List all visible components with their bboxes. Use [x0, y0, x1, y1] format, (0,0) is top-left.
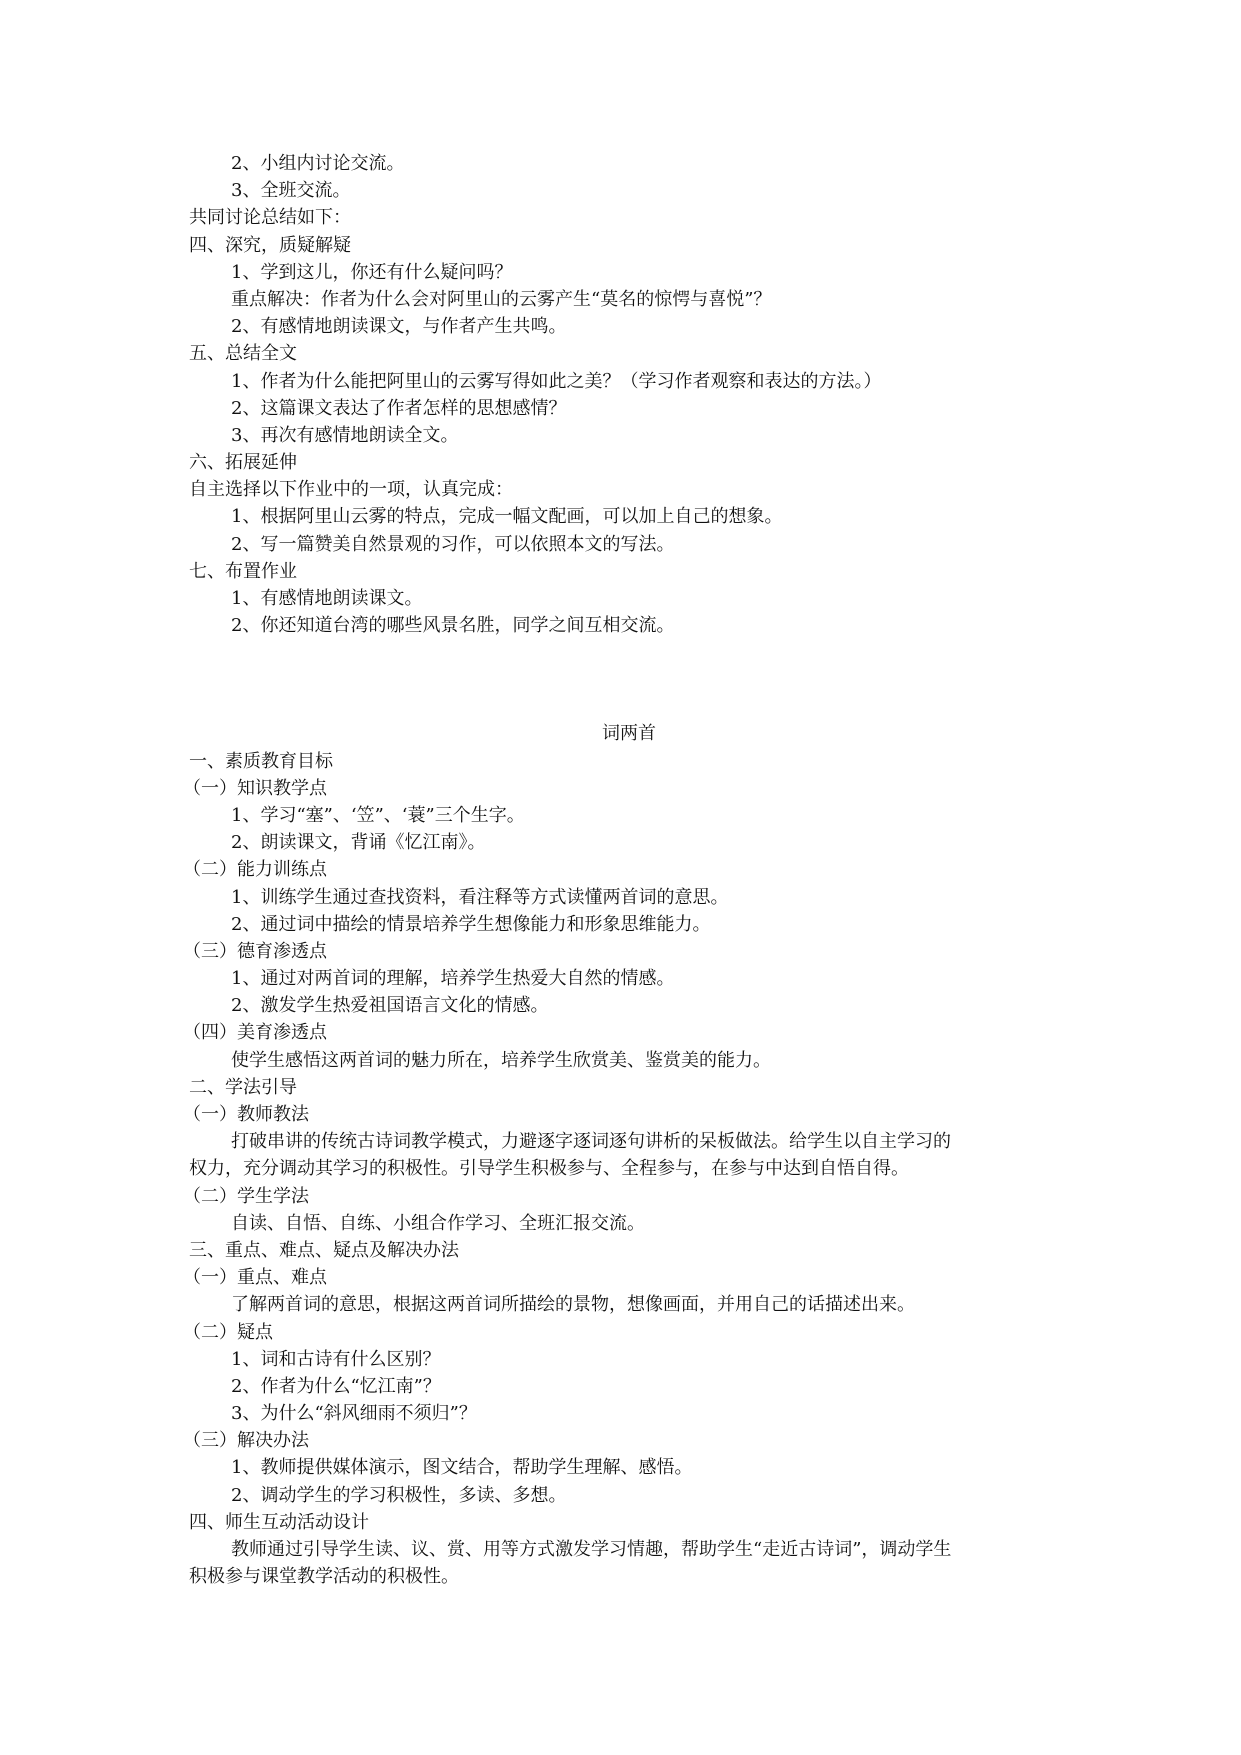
text-line: 1、作者为什么能把阿里山的云雾写得如此之美？（学习作者观察和表达的方法。）: [231, 370, 882, 392]
text-line: 1、训练学生通过查找资料，看注释等方式读懂两首词的意思。: [231, 886, 729, 908]
text-line: 自读、自悟、自练、小组合作学习、全班汇报交流。: [231, 1212, 645, 1234]
text-line: 重点解决：作者为什么会对阿里山的云雾产生“莫名的惊愕与喜悦”？: [231, 288, 772, 310]
subsection-heading: （三）解决办法: [183, 1430, 309, 1452]
text-line: 3、为什么“斜风细雨不须归”？: [231, 1403, 477, 1425]
text-line: 积极参与课堂教学活动的积极性。: [189, 1566, 459, 1588]
text-line: 1、教师提供媒体演示，图文结合，帮助学生理解、感悟。: [231, 1457, 693, 1479]
section-heading: 三、重点、难点、疑点及解决办法: [189, 1239, 459, 1261]
text-line: 打破串讲的传统古诗词教学模式，力避逐字逐词逐句讲析的呆板做法。给学生以自主学习的: [231, 1131, 951, 1153]
section-heading: 七、布置作业: [189, 560, 297, 582]
section-heading: 二、学法引导: [189, 1076, 297, 1098]
text-line: 3、全班交流。: [231, 180, 351, 202]
lesson-plan-ci-liang-shou: [183, 748, 1069, 1591]
text-line: 2、激发学生热爱祖国语言文化的情感。: [231, 995, 549, 1017]
text-line: 2、小组内讨论交流。: [231, 153, 405, 174]
section-heading: 四、深究，质疑解疑: [189, 234, 351, 256]
text-line: 2、调动学生的学习积极性，多读、多想。: [231, 1484, 567, 1506]
text-line: 2、通过词中描绘的情景培养学生想像能力和形象思维能力。: [231, 913, 711, 935]
text-line: 了解两首词的意思，根据这两首词所描绘的景物，想像画面，并用自己的话描述出来。: [231, 1294, 915, 1316]
text-line: 使学生感悟这两首词的魅力所在，培养学生欣赏美、鉴赏美的能力。: [231, 1049, 771, 1071]
section-heading: 一、素质教育目标: [189, 750, 333, 772]
text-line: 1、根据阿里山云雾的特点，完成一幅文配画，可以加上自己的想象。: [231, 506, 783, 528]
text-line: 共同讨论总结如下：: [189, 207, 351, 229]
section-title: 词两首: [602, 723, 656, 745]
text-line: 1、词和古诗有什么区别？: [231, 1348, 441, 1370]
document-page: [183, 150, 1069, 1590]
subsection-heading: （一）知识教学点: [183, 777, 327, 799]
text-line: 1、学习“塞”、‘笠”、‘蓑”三个生字。: [231, 804, 525, 826]
section-heading: 五、总结全文: [189, 343, 297, 365]
subsection-heading: （二）学生学法: [183, 1185, 309, 1207]
text-line: 2、写一篇赞美自然景观的习作，可以依照本文的写法。: [231, 533, 675, 555]
text-line: 2、朗读课文，背诵《忆江南》。: [231, 832, 486, 854]
subsection-heading: （一）重点、难点: [183, 1267, 327, 1289]
section-gap: [189, 639, 1069, 720]
subsection-heading: （四）美育渗透点: [183, 1022, 327, 1044]
section-heading: 四、师生互动活动设计: [189, 1511, 369, 1533]
text-line: 1、有感情地朗读课文。: [231, 588, 423, 609]
lesson-plan-continuation: [189, 150, 1069, 639]
text-line: 教师通过引导学生读、议、赏、用等方式激发学习情趣，帮助学生“走近古诗词”，调动学生: [231, 1539, 952, 1560]
text-line: 1、通过对两首词的理解，培养学生热爱大自然的情感。: [231, 968, 675, 990]
text-line: 3、再次有感情地朗读全文。: [231, 424, 459, 446]
text-line: 1、学到这儿，你还有什么疑问吗？: [231, 261, 513, 283]
text-line: 2、你还知道台湾的哪些风景名胜，同学之间互相交流。: [231, 615, 675, 637]
section-heading: 六、拓展延伸: [189, 452, 297, 474]
subsection-heading: （二）疑点: [183, 1321, 273, 1343]
text-line: 自主选择以下作业中的一项，认真完成：: [189, 479, 513, 501]
text-line: 2、有感情地朗读课文，与作者产生共鸣。: [231, 316, 567, 338]
text-line: 2、作者为什么“忆江南”？: [231, 1375, 441, 1397]
subsection-heading: （三）德育渗透点: [183, 940, 327, 962]
subsection-heading: （二）能力训练点: [183, 859, 327, 881]
text-line: 2、这篇课文表达了作者怎样的思想感情？: [231, 397, 567, 419]
subsection-heading: （一）教师教法: [183, 1104, 309, 1125]
text-line: 权力，充分调动其学习的积极性。引导学生积极参与、全程参与，在参与中达到自悟自得。: [189, 1158, 909, 1180]
